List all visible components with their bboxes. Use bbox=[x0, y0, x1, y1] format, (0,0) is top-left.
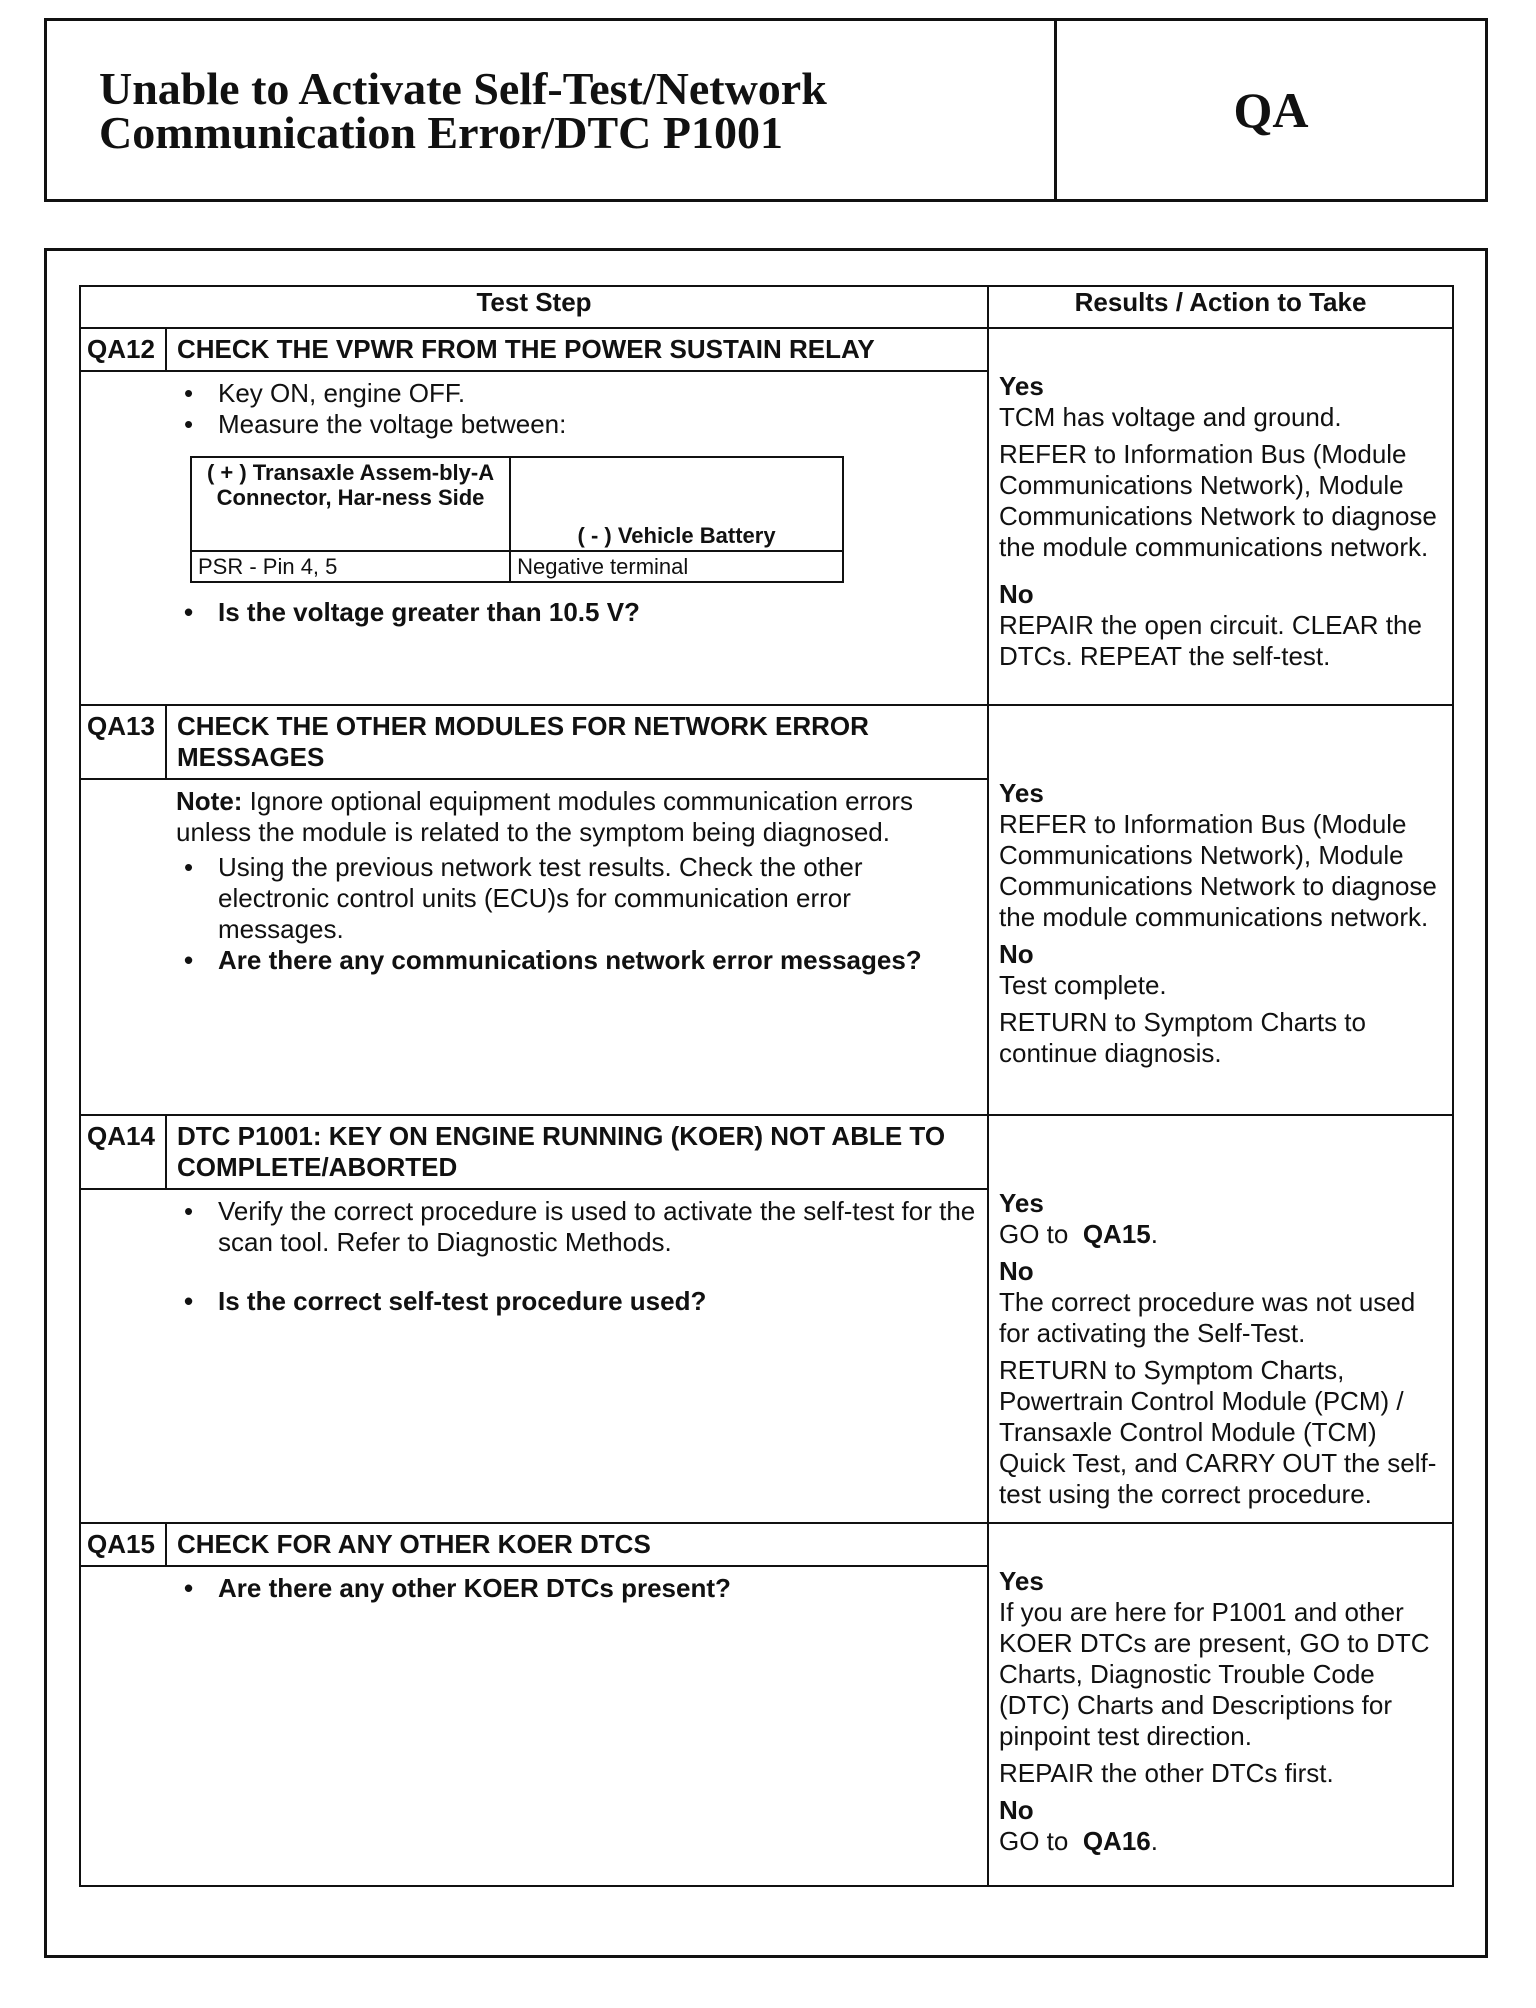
step-content bbox=[166, 1566, 988, 1886]
step-title-row bbox=[80, 1115, 1453, 1189]
step-content bbox=[166, 1189, 988, 1523]
no-text: REPAIR the open circuit. CLEAR the DTCs. REPEAT the self-test. bbox=[999, 610, 1422, 671]
step-results bbox=[988, 328, 1453, 705]
step-content bbox=[166, 371, 988, 705]
bullet-item: • Using the previous network test results. Check the other electronic control units (ECU)s for communication error messages. bbox=[218, 852, 979, 945]
step-title-row bbox=[80, 705, 1453, 779]
step-title-row bbox=[80, 328, 1453, 371]
no-text: The correct procedure was not used for activating the Self-Test. bbox=[999, 1287, 1416, 1348]
step-id: QA12 bbox=[80, 328, 166, 371]
title-line-2: Communication Error/DTC P1001 bbox=[99, 107, 784, 158]
bullet-item: • Verify the correct procedure is used to activate the self-test for the scan tool. Refer to Diagnostic Methods. bbox=[218, 1196, 979, 1258]
no-label: No bbox=[999, 1256, 1034, 1286]
yes-text: TCM has voltage and ground. bbox=[999, 402, 1342, 432]
yes-label: Yes bbox=[999, 371, 1044, 401]
no-text: Test complete. bbox=[999, 970, 1167, 1000]
header-results: Results / Action to Take bbox=[988, 286, 1453, 328]
no-text-2: RETURN to Symptom Charts, Powertrain Control Module (PCM) / Transaxle Control Module (TCM) Quick Test, and CARRY OUT the self-test using the correct procedure. bbox=[999, 1355, 1437, 1509]
step-id: QA13 bbox=[80, 705, 166, 779]
step-title: CHECK THE VPWR FROM THE POWER SUSTAIN RELAY bbox=[166, 328, 988, 371]
step-title: CHECK THE OTHER MODULES FOR NETWORK ERROR MESSAGES bbox=[166, 705, 988, 779]
header-test-step: Test Step bbox=[80, 286, 988, 328]
table-header-row bbox=[80, 286, 1453, 328]
step-question: • Are there any communications network error messages? bbox=[218, 945, 979, 976]
no-label: No bbox=[999, 579, 1034, 609]
no-ref: QA16 bbox=[1082, 1826, 1151, 1856]
note-label: Note: bbox=[176, 786, 243, 816]
step-content bbox=[166, 779, 988, 1115]
measurement-col1-header: ( + ) Transaxle Assem-bly-A Connector, Har-ness Side bbox=[191, 457, 510, 551]
yes-text-2: REFER to Information Bus (Module Communications Network), Module Communications Network to diagnose the module communications network. bbox=[999, 439, 1437, 562]
bullet-item: • Key ON, engine OFF. bbox=[218, 378, 979, 409]
measurement-header-row bbox=[191, 457, 843, 551]
measurement-table bbox=[190, 456, 844, 583]
yes-label: Yes bbox=[999, 1188, 1044, 1218]
title-line-1: Unable to Activate Self-Test/Network bbox=[99, 63, 827, 114]
yes-label: Yes bbox=[999, 1566, 1044, 1596]
section-code: QA bbox=[1233, 82, 1309, 138]
step-title: CHECK FOR ANY OTHER KOER DTCS bbox=[166, 1523, 988, 1566]
yes-ref: QA15 bbox=[1082, 1219, 1151, 1249]
yes-text: If you are here for P1001 and other KOER DTCs are present, GO to DTC Charts, Diagnostic Trouble Code (DTC) Charts and Descriptions for pinpoint test direction. bbox=[999, 1597, 1430, 1751]
no-text: GO to bbox=[999, 1826, 1069, 1856]
measurement-col2-header: ( - ) Vehicle Battery bbox=[510, 457, 843, 551]
no-text-2: RETURN to Symptom Charts to continue diagnosis. bbox=[999, 1007, 1366, 1068]
measurement-col1-value: PSR - Pin 4, 5 bbox=[191, 551, 510, 582]
step-title-row bbox=[80, 1523, 1453, 1566]
test-step-table bbox=[79, 285, 1454, 1887]
step-id: QA14 bbox=[80, 1115, 166, 1189]
title-box bbox=[44, 18, 1488, 202]
step-results: Yes If you are here for P1001 and other KOER DTCs are present, GO to DTC Charts, Diagnostic Trouble Code (DTC) Charts and Descriptions for pinpoint test direction. REPAIR the other DTCs first. No GO to QA16. bbox=[988, 1523, 1453, 1886]
measurement-value-row bbox=[191, 551, 843, 582]
no-label: No bbox=[999, 1795, 1034, 1825]
no-label: No bbox=[999, 939, 1034, 969]
step-results bbox=[988, 705, 1453, 1115]
yes-text-2: REPAIR the other DTCs first. bbox=[999, 1758, 1334, 1788]
bullet-item: • Measure the voltage between: bbox=[218, 409, 979, 440]
yes-label: Yes bbox=[999, 778, 1044, 808]
step-title: DTC P1001: KEY ON ENGINE RUNNING (KOER) NOT ABLE TO COMPLETE/ABORTED bbox=[166, 1115, 988, 1189]
page-title bbox=[47, 21, 1057, 199]
step-question: • Is the correct self-test procedure used? bbox=[218, 1286, 979, 1317]
diagnostic-frame bbox=[44, 248, 1488, 1958]
step-question: • Are there any other KOER DTCs present? bbox=[218, 1573, 979, 1604]
step-question: • Is the voltage greater than 10.5 V? bbox=[218, 597, 979, 628]
measurement-col2-value: Negative terminal bbox=[510, 551, 843, 582]
step-results: Yes GO to QA15. No The correct procedure was not used for activating the Self-Test. RETURN to Symptom Charts, Powertrain Control Module (PCM) / Transaxle Control Module (TCM) Quick Test, and CARRY OUT the self-test using the correct procedure. bbox=[988, 1115, 1453, 1523]
step-id: QA15 bbox=[80, 1523, 166, 1566]
yes-text: REFER to Information Bus (Module Communications Network), Module Communications Network to diagnose the module communications network. bbox=[999, 809, 1437, 932]
note-text: Ignore optional equipment modules communication errors unless the module is related to the symptom being diagnosed. bbox=[176, 786, 914, 847]
yes-text: GO to bbox=[999, 1219, 1069, 1249]
